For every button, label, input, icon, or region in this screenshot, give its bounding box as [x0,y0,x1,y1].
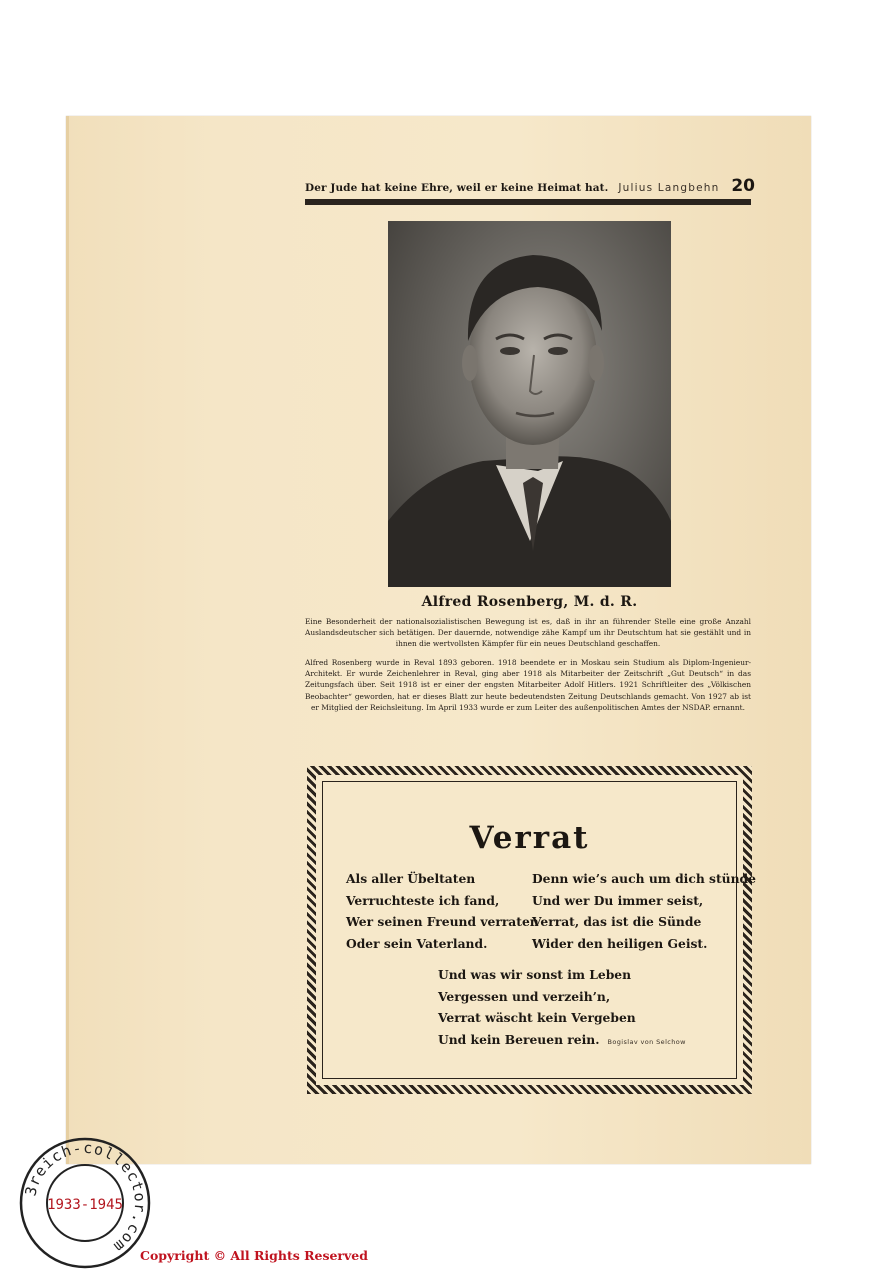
svg-text:3reich-collector.com: 3reich-collector.com [21,1138,150,1257]
poem-stanza-final [438,964,686,1053]
poem-line: Vergessen und verzeih’n, [438,988,611,1004]
poem-line: Wider den heiligen Geist. [532,935,708,951]
header-rule [305,199,751,205]
page-header [305,178,755,196]
page-edge [66,116,69,1164]
poem-stanza-right [532,868,756,954]
header-motto: Der Jude hat keine Ehre, weil er keine Heimat hat. [305,182,609,194]
poem-inner-border [322,781,756,1079]
portrait-caption: Alfred Rosenberg, M. d. R. [421,594,638,610]
poet-name: Bogislav von Selchow [607,1037,686,1046]
poem-line: Verrat wäscht kein Vergeben [438,1010,636,1025]
copyright-notice: Copyright © All Rights Reserved [140,1248,368,1263]
header-author: Julius Langbehn [618,182,720,194]
bio-intro-paragraph: Eine Besonderheit der nationalsozialistischen Bewegung ist es, daß in ihr an führender Stelle eine große Anzahl Auslandsdeutscher sich betätigen. Der dauernde, notwendige zähe Kampf um ihr Deutschtum hat sie gestählt und in ihnen die wertvollsten Kämpfer für ein neues Deutschland geschaffen. [305,617,751,649]
poem-line: Und wer Du immer seist, [532,892,704,908]
portrait-photo [388,221,671,587]
stamp-seal [17,1135,153,1271]
poem-line: Oder sein Vaterland. [346,935,488,951]
poem-line: Verrat, das ist die Sünde [532,914,702,929]
poem-title: Verrat [469,820,590,856]
poem-line-last [438,1029,686,1054]
poem-line: Verruchteste ich fand, [346,892,500,908]
portrait-illustration [388,221,671,587]
poem-line: Und was wir sonst im Leben [438,967,632,982]
poem-line: Und kein Bereuen rein. [438,1031,600,1047]
poem-line: Wer seinen Freund verraten [346,914,539,929]
collector-stamp [17,1135,153,1271]
svg-text:1933-1945: 1933-1945 [47,1197,123,1213]
poem-stanza-left [346,868,539,954]
poem-line: Denn wie’s auch um dich stünde [532,871,756,886]
bio-detail-paragraph: Alfred Rosenberg wurde in Reval 1893 geboren. 1918 beendete er in Moskau sein Studium als Diplom-Ingenieur-Architekt. Er wurde Zeichenlehrer in Reval, ging aber 1918 als Mitarbeiter der Zeitschrift „Gut Deutsch“ in das Zeitungsfach über. Seit 1918 ist er einer der engsten Mitarbeiter Adolf Hitlers. 1921 Schriftleiter des „Völkischen Beobachter“ geworden, hat er dieses Blatt zur heute bedeutendsten Zeitung Deutschlands gemacht. Von 1927 ab ist er Mitglied der Reichsleitung. Im April 1933 wurde er zum Leiter des außenpolitischen Amtes der NSDAP. ernannt. [305,658,751,712]
page-number: 20 [731,176,755,196]
poem-frame [307,766,756,1094]
poem-line: Als aller Übeltaten [346,871,476,886]
